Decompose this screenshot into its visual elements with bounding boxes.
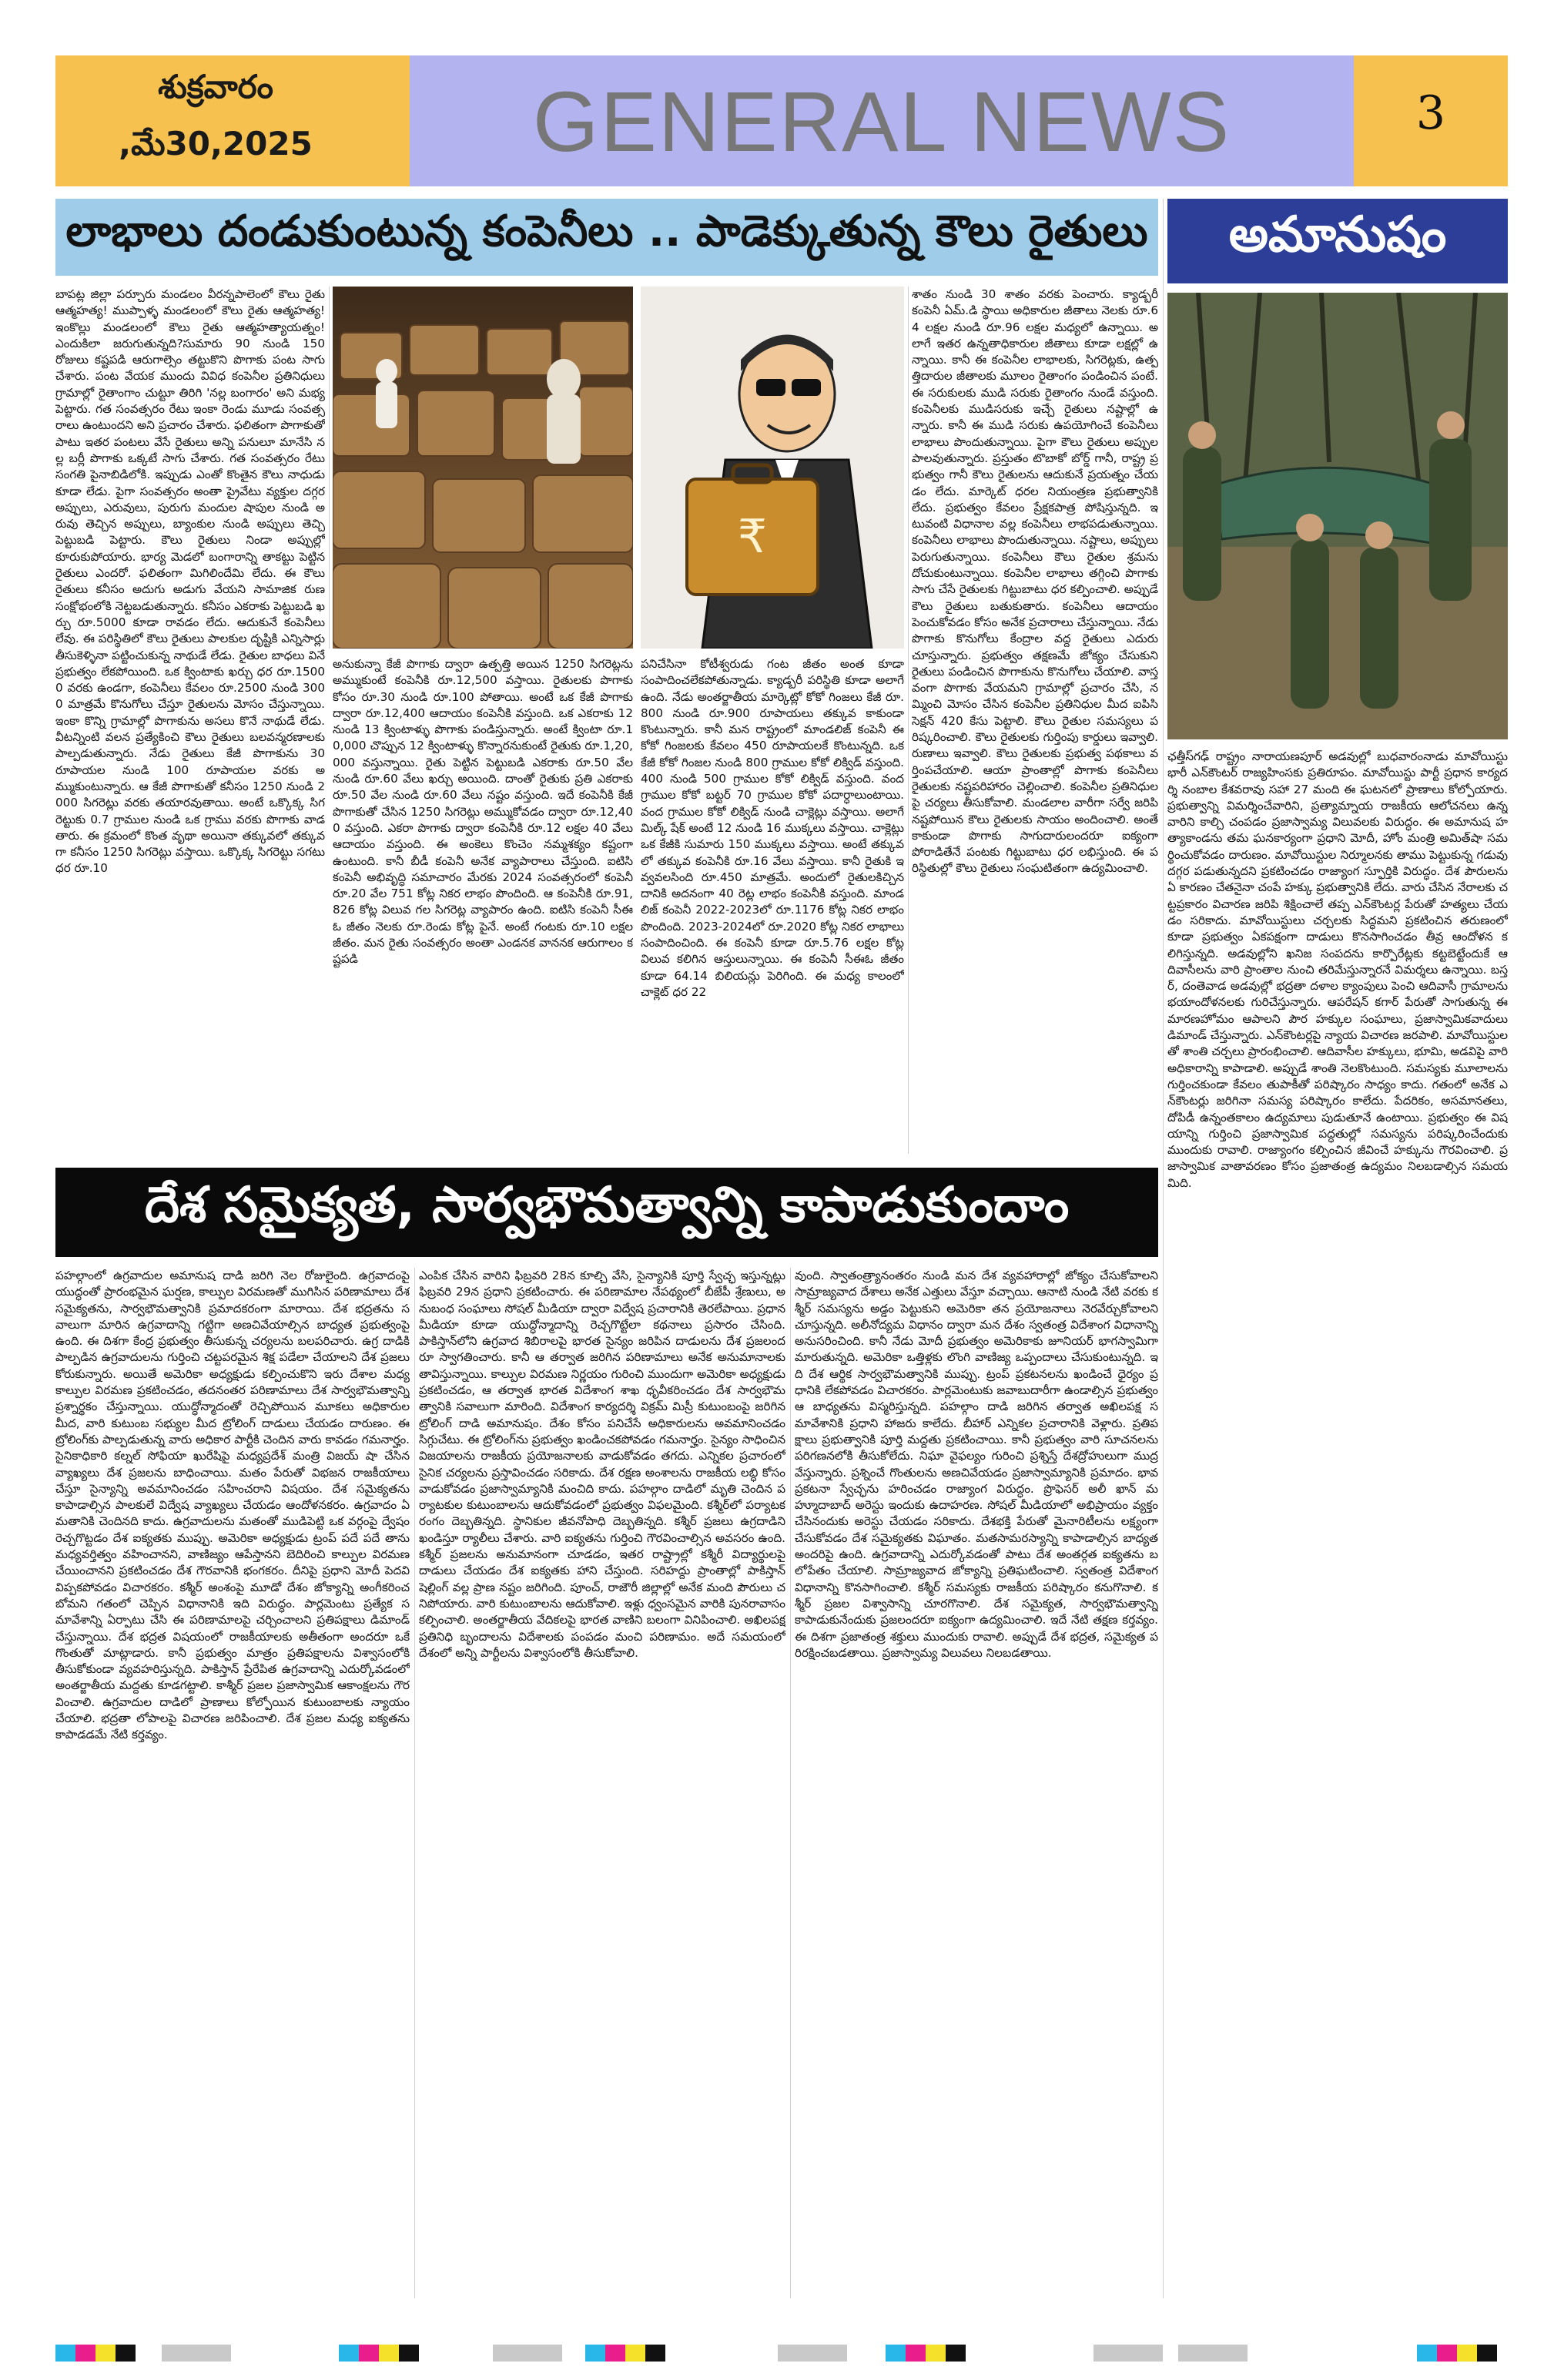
registration-bar (162, 2345, 231, 2362)
column-rule (329, 287, 330, 649)
column-rule (790, 1268, 791, 2298)
story2-headline: దేశ సమైక్యత, సార్వభౌమత్వాన్ని కాపాడుకుందాం (144, 1177, 1070, 1234)
registration-bar (55, 2345, 75, 2362)
registration-bar (906, 2345, 926, 2362)
registration-bar (926, 2345, 946, 2362)
story1-column-1: బాపట్ల జిల్లా పర్చూరు మండలం వీరన్నపాలెంలో కౌలు రైతు ఆత్మహత్య! ముప్పాళ్ళ మండలంలో కౌలు రైతు ఆత్మహత్య! ఇంకొల్లు మండలంలో కౌలు రైతు ఆత్మహత్యాయత్నం! ఎందుకిలా జరుగుతున్నది?సుమారు 90 నుండి 150 రోజులు కష్టపడి ఆరుగాల్సెం తట్టుకొని పొగాకు పంట సాగు చేశారు. పంట వేయక ముందు వివిధ కంపెనీల ప్రతినిధులు గ్రామాల్లో రైతాంగాం చుట్టూ తిరిగి 'నల్ల బంగారం' అని మభ్యపెట్టారు. గత సంవత్సరం రేటు ఇంకా రెండు మూడు సంవత్సరాలు ఉంటుందని అని ప్రచారం చేశారు. ఫలితంగా పొగాకుతో పాటు ఇతర పంటలు వేసే రైతులు అన్ని పనులూ మానేసి నల్ల బర్లీ పొగాకు ఒక్కటే సాగు చేశారు. గత సంవత్సరం రేటు సంగతి పైనాబిడిలోకి. ఇప్పుడు ఎంతో కొంతైన కౌలు నాధుడు కూడా లేడు. పైగా సంవత్సరం అంతా ప్రైవేటు వ్యక్తుల దగ్గర అప్పులు, ఎరువులు, పురుగు మందుల షాపుల నుండి అరువు తెచ్చిన అప్పులు, బ్యాంకుల నుండి అప్పులు తెచ్చి పెట్టుబడి పెట్టారు. కౌలు రైతులు నిండా అప్పుల్లో కూరుకుపోయారు. భార్య మెడలో బంగారాన్ని తాకట్టు పెట్టిన రైతులు ఎందరో. ఫలితంగా మిగిలిందేమి లేదు. ఈ కౌలు రైతులు కనీసం అదుగు అడుగు వేయని సామాజిక రుణ సంక్షోభంలోకి నెట్టబడుతున్నారు. కనీసం ఎకరాకు పెట్టుబడి ఖర్చు రూ.5000 కూడా రావడం లేదు. ఆదుకునే కంపెనీలు లేవు. ఈ పరిస్థితిలో కౌలు రైతులు పాలకుల దృష్టికి ఎన్నిసార్లు తీసుకెళ్ళినా పట్టించుకున్న నాథుడే లేడు. రైతుల బాధలు వినే ప్రభుత్వం లేకపోయింది. ఒక క్వింటాకు ఖర్చు ధర రూ.15000 వరకు ఉండగా, కంపెనీలు కేవలం రూ.2500 నుండి 3000 మాత్రమే కొనుగోలు చేస్తూ రైతులను మోసం చేస్తున్నాయి. ఇంకా కొన్ని గ్రామాల్లో పొగాకును అసలు కొనే నాథుడే లేడు. వీటన్నింటి వలన ప్రత్యేకించి కౌలు రైతులు బలవన్మరణాలకు పాల్పడుతున్నారు. నేడు రైతులు కేజీ పొగాకును 30 రూపాయల నుండి 100 రూపాయల వరకు అమ్ముకుంటున్నారు. ఆ కేజీ పొగాకుతో కనీసం 1250 నుండి 2000 సిగరెట్లు వరకు తయారవుతాయి. అంటే ఒక్కొక్క సిగరెట్టుకు 0.7 గ్రాముల నుండి ఒక గ్రాము వరకు పొగాకు వాడతారు. ఈ క్రమంలో కొంత వృథా అయినా తక్కువలో తక్కువగా కనీసం 1250 సిగరెట్లు వస్తాయి. ఒక్కొక్క సిగరెట్టు సగటు ధర రూ.10 (55, 287, 325, 876)
story1-column-2: అనుకున్నా కేజీ పొగాకు ద్వారా ఉత్పత్తి అయిన 1250 సిగరెట్లను అమ్ముకుంటే కంపెనీకి రూ.12,500 వస్తాయి. రైతులకు పొగాకు కోసం రూ.30 నుండి రూ.100 పోతాయి. అంటే ఒక కేజీ పొగాకు ద్వారా రూ.12,400 ఆదాయం కంపెనీకి వస్తుంది. ఒక ఎకరాకు 12 నుండి 13 క్వింటాళ్ళు పొగాకు పండిస్తున్నారు. అంటే క్వింటా రూ.10,000 చొప్పున 12 క్వింటాళ్ళు కొన్నారనుకుంటే రైతుకు రూ.1,20,000 వస్తున్నాయి. రైతు పెట్టిన పెట్టుబడి ఎకరాకు రూ.50 వేల నుండి రూ.60 వేలు ఖర్చు అయింది. దాంతో రైతుకు ప్రతి ఎకరాకు రూ.50 వేల నుండి రూ.60 వేలు నష్టం వస్తుంది. ఇదే కంపెనీకి కేజీ పొగాకుతో చేసిన 1250 సిగరెట్లు అమ్ముకోవడం ద్వారా రూ.12,400 వస్తుంది. ఎకరా పొగాకు ద్వారా కంపెనీకి రూ.12 లక్షల 40 వేలు ఆదాయం వస్తుంది. ఈ అంకెలు కొంచెం నమ్మశక్యం కష్టంగా ఉంటుంది. కానీ బీడీ కంపెనీ అనేక వ్యాపారాలు చేస్తుంది. ఐటిసి కంపెనీ అభివృద్ధి సమాచారం మేరకు 2024 సంవత్సరంలో కంపెనీ రూ.20 వేల 751 కోట్ల నికర లాభం పొందింది. ఆ కంపెనీకి రూ.91,826 కోట్ల విలువ గల సిగరెట్ల వ్యాపారం ఉంది. ఐటిసి కంపెనీ సీఈఓ జీతం నెలకు రూ.రెండు కోట్ల పైనే. అంటే గంటకు రూ.10 లక్షల జీతం. మన రైతు సంవత్సరం అంతా ఎండనక వాననక ఆరుగాలం కష్టపడి (333, 657, 633, 967)
sidebar-body: ఛత్తీస్‌గఢ్ రాష్ట్రం నారాయణపూర్ అడవుల్లో బుధవారంనాడు మావోయిస్టు భారీ ఎన్‌కౌంటర్ రాజ్యహింసకు ప్రతిరూపం. మావోయిస్టు పార్టీ ప్రధాన కార్యదర్శి నంబాల కేశవరావు సహా 27 మంది ఈ ఘటనలో ప్రాణాలు కోల్పోయారు. ప్రభుత్వాన్ని విమర్శించేవారిని, ప్రత్యామ్నాయ రాజకీయ ఆలోచనలు ఉన్నవారిని కాల్చి చంపడం ప్రజాస్వామ్య విలువలకు విరుద్ధం. ఈ అమానుష హత్యాకాండను తమ ఘనకార్యంగా ప్రధాని మోదీ, హోం మంత్రి అమిత్‌షా సమర్థించుకోవడం దారుణం. మావోయిస్టుల నిర్మూలనకు తాము పెట్టుకున్న గడువు దగ్గర పడుతున్నదని ప్రకటించడం రాజ్యాంగ స్ఫూర్తికి విరుద్ధం. దేశ పౌరులను ఏ కారణం చేతనైనా చంపే హక్కు ప్రభుత్వానికి లేదు. వారు చేసిన నేరాలకు చట్టప్రకారం విచారణ జరిపి శిక్షించాలే తప్ప ఎన్‌కౌంటర్ల పేరుతో హత్యలు చేయడం సరికాదు. మావోయిస్టులు చర్చలకు సిద్ధమని ప్రకటించిన తరుణంలో కూడా ప్రభుత్వం ఏకపక్షంగా దాడులు కొనసాగించడం తీవ్ర ఆందోళన కలిగిస్తున్నది. అడవుల్లోని ఖనిజ సంపదను కార్పొరేట్లకు కట్టబెట్టేందుకే ఆదివాసీలను వారి ప్రాంతాల నుంచి తరిమేస్తున్నారనే విమర్శలు ఉన్నాయి. బస్తర్, దంతెవాడ అడవుల్లో భద్రతా దళాల క్యాంపులు పెంచి ఆదివాసీ గ్రామాలను భయాందోళనలకు గురిచేస్తున్నారు. ఆపరేషన్ కగార్ పేరుతో సాగుతున్న ఈ మారణహోమం ఆపాలని పౌర హక్కుల సంఘాలు, ప్రజాస్వామికవాదులు డిమాండ్ చేస్తున్నారు. ఎన్‌కౌంటర్లపై న్యాయ విచారణ జరపాలి. మావోయిస్టులతో శాంతి చర్చలు ప్రారంభించాలి. ఆదివాసీల హక్కులు, భూమి, అడవిపై వారి అధికారాన్ని కాపాడాలి. అప్పుడే శాంతి నెలకొంటుంది. సమస్యకు మూలాలను గుర్తించకుండా కేవలం తుపాకీతో పరిష్కారం సాధ్యం కాదు. గతంలో అనేక ఎన్‌కౌంటర్లు జరిగినా సమస్య పరిష్కారం కాలేదు. పేదరికం, అసమానతలు, దోపిడీ ఉన్నంతకాలం ఉద్యమాలు పుడుతూనే ఉంటాయి. ప్రభుత్వం ఈ విషయాన్ని గుర్తించి ప్రజాస్వామిక పద్ధతుల్లో సమస్యను పరిష్కరించేందుకు ముందుకు రావాలి. రాజ్యాంగం కల్పించిన జీవించే హక్కును గౌరవించాలి. ప్రజాస్వామిక వాతావరణం కోసం ప్రజాతంత్ర ఉద్యమం నిలబడాల్సిన సమయమిది. (1167, 749, 1508, 1190)
registration-bar (778, 2345, 847, 2362)
story2-column-3: వుంది. స్వాతంత్ర్యానంతరం నుండి మన దేశ వ్యవహారాల్లో జోక్యం చేసుకోవాలని సామ్రాజ్యవాద దేశాలు అనేక ఎత్తులు వేస్తూ వచ్చాయి. ఆనాటి నుండి నేటి వరకు కశ్మీర్ సమస్యను అడ్డం పెట్టుకుని అమెరికా తన ప్రయోజనాలు నెరవేర్చుకోవాలని చూస్తున్నది. అలీనోద్యమ విధానం ద్వారా మన దేశం స్వతంత్ర విదేశాంగ విధానాన్ని అనుసరించింది. కానీ నేడు మోదీ ప్రభుత్వం అమెరికాకు జూనియర్ భాగస్వామిగా మారుతున్నది. అమెరికా ఒత్తిళ్లకు లొంగి వాణిజ్య ఒప్పందాలు చేసుకుంటున్నది. ఇది దేశ ఆర్థిక సార్వభౌమత్వానికి ముప్పు. ట్రంప్ ప్రకటనలను ఖండించే ధైర్యం ప్రధానికి లేకపోవడం విచారకరం. పార్లమెంటుకు జవాబుదారీగా ఉండాల్సిన ప్రభుత్వం ఆ బాధ్యతను విస్మరిస్తున్నది. పహల్గాం దాడి జరిగిన తర్వాత అఖిలపక్ష సమావేశానికి ప్రధాని హాజరు కాలేదు. బీహార్ ఎన్నికల ప్రచారానికి వెళ్లారు. ప్రతిపక్షాలు ప్రభుత్వానికి పూర్తి మద్దతు ప్రకటించాయి. కానీ ప్రభుత్వం వారి సూచనలను పరిగణనలోకి తీసుకోలేదు. నిఘా వైఫల్యం గురించి ప్రశ్నిస్తే దేశద్రోహులుగా ముద్ర వేస్తున్నారు. ప్రశ్నించే గొంతులను అణచివేయడం ప్రజాస్వామ్యానికి ప్రమాదం. భావప్రకటనా స్వేచ్ఛను హరించడం రాజ్యాంగ విరుద్ధం. ప్రొఫెసర్ అలీ ఖాన్ మహ్మూదాబాద్ అరెస్టు ఇందుకు ఉదాహరణ. సోషల్ మీడియాలో అభిప్రాయం వ్యక్తం చేసినందుకు అరెస్టు చేయడం సరికాదు. దేశభక్తి పేరుతో మైనారిటీలను లక్ష్యంగా చేసుకోవడం దేశ సమైక్యతకు విఘాతం. మతసామరస్యాన్ని కాపాడాల్సిన బాధ్యత అందరిపై ఉంది. ఉగ్రవాదాన్ని ఎదుర్కోవడంతో పాటు దేశ అంతర్గత ఐక్యతను బలోపేతం చేయాలి. సామ్రాజ్యవాద జోక్యాన్ని ప్రతిఘటించాలి. స్వతంత్ర విదేశాంగ విధానాన్ని కొనసాగించాలి. కశ్మీర్ సమస్యకు రాజకీయ పరిష్కారం కనుగొనాలి. కశ్మీర్ ప్రజల విశ్వాసాన్ని చూరగొనాలి. దేశ సమైక్యత, సార్వభౌమత్వాన్ని కాపాడుకునేందుకు ప్రజలందరూ ఐక్యంగా ఉద్యమించాలి. ఇదే నేటి తక్షణ కర్తవ్యం. ఈ దిశగా ప్రజాతంత్ర శక్తులు ముందుకు రావాలి. అప్పుడే దేశ భద్రత, సమైక్యత పరిరక్షించబడతాయి. ప్రజాస్వామ్య విలువలు నిలబడతాయి. (795, 1269, 1158, 1660)
section-title: GENERAL NEWS (532, 75, 1231, 169)
registration-bar (399, 2345, 419, 2362)
registration-bar (1178, 2345, 1248, 2362)
registration-bar (605, 2345, 625, 2362)
registration-bar (886, 2345, 906, 2362)
story1-column-3: పనిచేసినా కోటీశ్వరుడు గంట జీతం అంత కూడా సంపాదించలేకపోతున్నాడు. క్యాడ్బరీ పరిస్థితి కూడా అలాగే ఉంది. నేడు అంతర్జాతీయ మార్కెట్లో కోకో గింజలు కేజీ రూ.800 నుండి రూ.900 రూపాయలు తక్కువ కాకుండా కొంటున్నారు. కానీ మన రాష్ట్రంలో మాండలిజ్ కంపెనీ ఈ కోకో గింజలకు కేవలం 450 రూపాయలకే కొంటున్నది. ఒక కేజీ కోకో గింజల నుండి 800 గ్రాముల కోకో లిక్విడ్ వస్తుంది. 400 నుండి 500 గ్రాముల కోకో లిక్విడ్ వస్తుంది. వంద గ్రాముల కోకో బట్టర్ 70 గ్రాముల కోకో పదార్ధాలుంటాయి. వంద గ్రాముల కోకో లిక్విడ్ నుండి చాక్లెట్లు వస్తాయి. అలాగే మిల్క్ షేక్ అంటే 12 నుండి 16 ముక్కలు వస్తాయి. చాక్లెట్లు ఒక కేజీకి సుమారు 150 ముక్కలు వస్తాయి. అంటే తక్కువలో తక్కువ కంపెనీకి రూ.16 వేలు వస్తాయి. కానీ రైతుకి ఇవ్వవలసింది రూ.450 మాత్రమే. అందులో రైతులకిచ్చిన దానికి అదనంగా 40 రెట్ల లాభం కంపెనీకి వస్తుంది. మాండలిజ్ కంపెనీ 2022-2023లో రూ.1176 కోట్ల నికర లాభం పొందింది. 2023-2024లో రూ.2020 కోట్ల నికర లాభాలు సంపాదించింది. ఈ కంపెనీ కూడా రూ.5.76 లక్షల కోట్ల విలువ కలిగిన ఆస్తులున్నాయి. ఈ కంపెనీ సీఈఓ జీతం కూడా 64.14 బిలియన్లు పెరిగింది. ఈ మధ్య కాలంలో చాక్లెట్ ధర 22 (641, 657, 904, 999)
registration-bar (585, 2345, 605, 2362)
registration-bar (1477, 2345, 1497, 2362)
story2-column-2: ఎంపిక చేసిన వారిని ఫిబ్రవరి 28న కూల్చి వేసి, సైన్యానికి పూర్తి స్వేచ్ఛ ఇస్తున్నట్లు ఫిబ్రవరి 29న ప్రధాని ప్రకటించారు. ఈ పరిణామాల నేపథ్యంలో బీజేపీ శ్రేణులు, అనుబంధ సంఘాలు సోషల్ మీడియా ద్వారా విద్వేష ప్రచారానికి తెరలేపాయి. ప్రధాన మీడియా కూడా యుద్ధోన్మాదాన్ని రెచ్చగొట్టేలా కథనాలు ప్రసారం చేసింది. పాకిస్తాన్‌లోని ఉగ్రవాద శిబిరాలపై భారత సైన్యం జరిపిన దాడులను దేశ ప్రజలందరూ స్వాగతించారు. కానీ ఆ తర్వాత జరిగిన పరిణామాలు అనేక అనుమానాలకు తావిస్తున్నాయి. కాల్పుల విరమణ నిర్ణయం గురించి ముందుగా అమెరికా అధ్యక్షుడు ప్రకటించడం, ఆ తర్వాత భారత విదేశాంగ శాఖ ధృవీకరించడం దేశ సార్వభౌమత్వానికి సవాలుగా మారింది. విదేశాంగ కార్యదర్శి విక్రమ్ మిస్రీ కుటుంబంపై జరిగిన ట్రోలింగ్ దాడి అమానుషం. దేశం కోసం పనిచేసే అధికారులను అవమానించడం సిగ్గుచేటు. ఈ ట్రోలింగ్‌ను ప్రభుత్వం ఖండించకపోవడం గమనార్హం. సైన్యం సాధించిన విజయాలను రాజకీయ ప్రయోజనాలకు వాడుకోవడం తగదు. ఎన్నికల ప్రచారంలో సైనిక చర్యలను ప్రస్తావించడం సరికాదు. దేశ రక్షణ అంశాలను రాజకీయ లబ్ధి కోసం వాడుకోవడం ప్రజాస్వామ్యానికి మంచిది కాదు. పహల్గాం దాడిలో మృతి చెందిన పర్యాటకుల కుటుంబాలను ఆదుకోవడంలో ప్రభుత్వం విఫలమైంది. కశ్మీర్‌లో పర్యాటక రంగం దెబ్బతిన్నది. స్థానికుల జీవనోపాధి దెబ్బతిన్నది. కశ్మీర్ ప్రజలు ఉగ్రదాడిని ఖండిస్తూ ర్యాలీలు చేశారు. వారి ఐక్యతను గుర్తించి గౌరవించాల్సిన అవసరం ఉంది. కశ్మీర్ ప్రజలను అనుమానంగా చూడడం, ఇతర రాష్ట్రాల్లో కశ్మీరీ విద్యార్థులపై దాడులు చేయడం దేశ ఐక్యతకు హాని చేస్తుంది. సరిహద్దు ప్రాంతాల్లో పాకిస్తాన్ షెల్లింగ్ వల్ల ప్రాణ నష్టం జరిగింది. పూంచ్, రాజౌరీ జిల్లాల్లో అనేక మంది పౌరులు చనిపోయారు. వారి కుటుంబాలను ఆదుకోవాలి. ఇళ్లు ధ్వంసమైన వారికి పునరావాసం కల్పించాలి. అంతర్జాతీయ వేదికలపై భారత వాణిని బలంగా వినిపించాలి. అఖిలపక్ష ప్రతినిధి బృందాలను విదేశాలకు పంపడం మంచి పరిణామం. అదే సమయంలో దేశంలో అన్ని పార్టీలను విశ్వాసంలోకి తీసుకోవాలి. (419, 1269, 785, 1660)
column-rule (1163, 199, 1164, 2298)
registration-bar (946, 2345, 966, 2362)
registration-bar (359, 2345, 379, 2362)
registration-bar (1437, 2345, 1457, 2362)
page-number: 3 (1415, 86, 1446, 140)
registration-bar (379, 2345, 399, 2362)
tobacco-warehouse-photo (333, 287, 633, 649)
registration-bar (645, 2345, 665, 2362)
masthead-date: ,మే30,2025 (119, 125, 313, 163)
registration-bar (95, 2345, 116, 2362)
sidebar-headline: అమానుషం (1228, 206, 1447, 263)
masthead-day: శుక్రవారం (158, 68, 273, 106)
registration-bar (75, 2345, 95, 2362)
column-rule (414, 1268, 415, 2298)
registration-bar (116, 2345, 136, 2362)
registration-bar (1457, 2345, 1477, 2362)
registration-bar (493, 2345, 562, 2362)
story1-headline: లాభాలు దండుకుంటున్న కంపెనీలు .. పాడెక్కుతున్న కౌలు రైతులు (65, 206, 1148, 256)
story1-column-4: శాతం నుండి 30 శాతం వరకు పెంచారు. క్యాడ్బరీ కంపెనీ ఏమ్.డి స్థాయి అధికారుల జీతాలు నెలకు రూ.64 లక్షల నుండి రూ.96 లక్షల మధ్యలో ఉన్నాయి. అలాగే ఇతర ఉన్నతాధికారుల జీతాలు కూడా లక్షల్లో ఉన్నాయి. కానీ ఈ కంపెనీల లాభాలకు, సిగరెట్లకు, ఉత్పత్తిదారుల జీతాలకు మూలం రైతాంగం పండించిన పంటే. ఈ సరుకులకు ముడి సరుకు రైతాంగం నుండే వస్తుంది. కంపెనీలకు ముడిసరుకు ఇచ్చే రైతులు నష్టాల్లో ఉన్నారు. కానీ ఈ ముడి సరుకు ఉపయోగించే కంపెనీలు లాభాలు పొందుతున్నాయి. పైగా కౌలు రైతులు అప్పుల పాలవుతున్నారు. ప్రస్తుతం టొబాకో బోర్డ్ గానీ, రాష్ట్ర ప్రభుత్వం గానీ కౌలు రైతులను ఆదుకునే ప్రయత్నం చేయడం లేదు. మార్కెట్ ధరల నియంత్రణ ప్రభుత్వానికి లేదు. ప్రభుత్వం కేవలం ప్రేక్షకపాత్ర పోషిస్తున్నది. ఇటువంటి విధానాల వల్ల కంపెనీలు లాభపడుతున్నాయి. కంపెనీలు లాభాలు పొందుతున్నాయి. నష్టాలు, అప్పులు పెరుగుతున్నాయి. కంపెనీలు కౌలు రైతుల శ్రమను దోచుకుంటున్నాయి. కంపెనీల లాభాలు తగ్గించి పొగాకు సాగు చేసే రైతులకు గిట్టుబాటు ధర కల్పించాలి. అప్పుడే కౌలు రైతులు బతుకుతారు. కంపెనీలు ఆదాయం పెంచుకోవడం కోసం అనేక ప్రచారాలు చేస్తున్నాయి. నేడు పొగాకు కొనుగోలు కేంద్రాల వద్ద రైతులు ఎదురు చూస్తున్నారు. ప్రభుత్వం తక్షణమే జోక్యం చేసుకుని రైతులు పండించిన పొగాకును కొనుగోలు చేయాలి. వాస్తవంగా పొగాకు వేయమని గ్రామాల్లో ప్రచారం చేసి, నమ్మించి మోసం చేసిన కంపెనీల ప్రతినిధుల మీద ఐపిసి సెక్షన్ 420 కేసు పెట్టాలి. కౌలు రైతుల సమస్యలు పరిష్కరించాలి. కౌలు రైతులకు గుర్తింపు కార్డులు ఇవ్వాలి. రుణాలు ఇవ్వాలి. కౌలు రైతులకు ప్రభుత్వ పథకాలు వర్తింపచేయాలి. ఆయా ప్రాంతాల్లో పొగాకు కంపెనీలు రైతులకు నష్టపరిహారం చెల్లించాలి. కంపెనీల ప్రతినిధులపై చర్యలు తీసుకోవాలి. మండలాల వారీగా సర్వే జరిపి నష్టపోయిన కౌలు రైతులకు సాయం అందించాలి. అంతే కాకుండా పొగాకు సాగుదారులందరూ ఐక్యంగా పోరాడితేనే పంటకు గిట్టుబాటు ధర లభిస్తుంది. ఈ పరిస్థితుల్లో కౌలు రైతులు సంఘటితంగా ఉద్యమించాలి. (912, 287, 1158, 876)
registration-bar (625, 2345, 645, 2362)
story2-column-1: పహల్గాంలో ఉగ్రవాదుల అమానుష దాడి జరిగి నెల రోజులైంది. ఉగ్రవాదంపై యుద్ధంతో ప్రారంభమైన ఘర్షణ, కాల్పుల విరమణతో ముగిసిన పరిణామాలు దేశ సమైక్యతను, సార్వభౌమత్వానికి ప్రమాదకరంగా మారాయి. దేశ భద్రతను సవాలుగా మారిన ఉగ్రవాదాన్ని గట్టిగా అణచివేయాల్సిన బాధ్యత ప్రభుత్వంపై ఉంది. ఈ దిశగా కేంద్ర ప్రభుత్వం తీసుకున్న చర్యలను బలపరిచారు. ఉగ్ర దాడికి పాల్పడిన ఉగ్రవాదులను గుర్తించి చట్టపరమైన శిక్ష పడేలా చేయాలని దేశ ప్రజలు కోరుకున్నారు. అయితే అమెరికా అధ్యక్షుడు కల్పించుకొని ఇరు దేశాల మధ్య కాల్పుల విరమణ ప్రకటించడం, తదనంతర పరిణామాలు దేశ సార్వభౌమత్వాన్ని ప్రశ్నార్థకం చేస్తున్నాయి. యుద్ధోన్మాదంతో రెచ్చిపోయిన మూకలు అధికారుల మీద, వారి కుటుంబ సభ్యుల మీద ట్రోలింగ్ దాడులు చేయడం దారుణం. ఈ ట్రోలింగ్‌కు పాల్పడుతున్న వారు అధికార పార్టీకి చెందిన వారు కావడం గమనార్హం. సైనికాధికారి కల్నల్ సోఫియా ఖురేషిపై మధ్యప్రదేశ్ మంత్రి విజయ్ షా చేసిన వ్యాఖ్యలు దేశ ప్రజలను బాధించాయి. మతం పేరుతో విభజన రాజకీయాలు చేస్తూ సైన్యాన్ని అవమానించడం సహించరాని విషయం. దేశ సమైక్యతను కాపాడాల్సిన పాలకులే విద్వేష వ్యాఖ్యలు చేయడం ఆందోళనకరం. ఉగ్రవాదం ఏ మతానికి చెందినది కాదు. ఉగ్రవాదులను మతంతో ముడిపెట్టి ఒక వర్గంపై ద్వేషం రెచ్చగొట్టడం దేశ ఐక్యతకు ముప్పు. అమెరికా అధ్యక్షుడు ట్రంప్ పదే పదే తాను మధ్యవర్తిత్వం వహించానని, వాణిజ్యం ఆపేస్తానని బెదిరించి కాల్పుల విరమణ చేయించానని ప్రకటించడం దేశ గౌరవానికి భంగకరం. దీనిపై ప్రధాని మోదీ పెదవి విప్పకపోవడం విచారకరం. కశ్మీర్ అంశంపై మూడో దేశం జోక్యాన్ని అంగీకరించబోమని గతంలో చెప్పిన విధానానికి ఇది విరుద్ధం. పార్లమెంటు ప్రత్యేక సమావేశాన్ని ఏర్పాటు చేసి ఈ పరిణామాలపై చర్చించాలని ప్రతిపక్షాలు డిమాండ్ చేస్తున్నాయి. దేశ భద్రత విషయంలో రాజకీయాలకు అతీతంగా అందరూ ఒకే గొంతుతో మాట్లాడారు. కానీ ప్రభుత్వం మాత్రం ప్రతిపక్షాలను విశ్వాసంలోకి తీసుకోకుండా వ్యవహరిస్తున్నది. పాకిస్తాన్ ప్రేరేపిత ఉగ్రవాదాన్ని ఎదుర్కోవడంలో అంతర్జాతీయ మద్దతు కూడగట్టాలి. కాశ్మీర్ ప్రజల ప్రజాస్వామిక ఆకాంక్షలను గౌరవించాలి. ఉగ్రవాదుల దాడిలో ప్రాణాలు కోల్పోయిన కుటుంబాలకు న్యాయం చేయాలి. భద్రతా లోపాలపై విచారణ జరిపించాలి. దేశ ప్రజల మధ్య ఐక్యతను కాపాడడమే నేటి కర్తవ్యం. (55, 1269, 410, 1742)
svg-text:₹: ₹ (737, 510, 768, 564)
registration-bar (1093, 2345, 1163, 2362)
registration-bar (1417, 2345, 1437, 2362)
column-rule (908, 287, 909, 1154)
registration-bar (339, 2345, 359, 2362)
businessman-money-bag-cartoon (641, 287, 904, 649)
forest-stretcher-photo (1167, 293, 1508, 739)
